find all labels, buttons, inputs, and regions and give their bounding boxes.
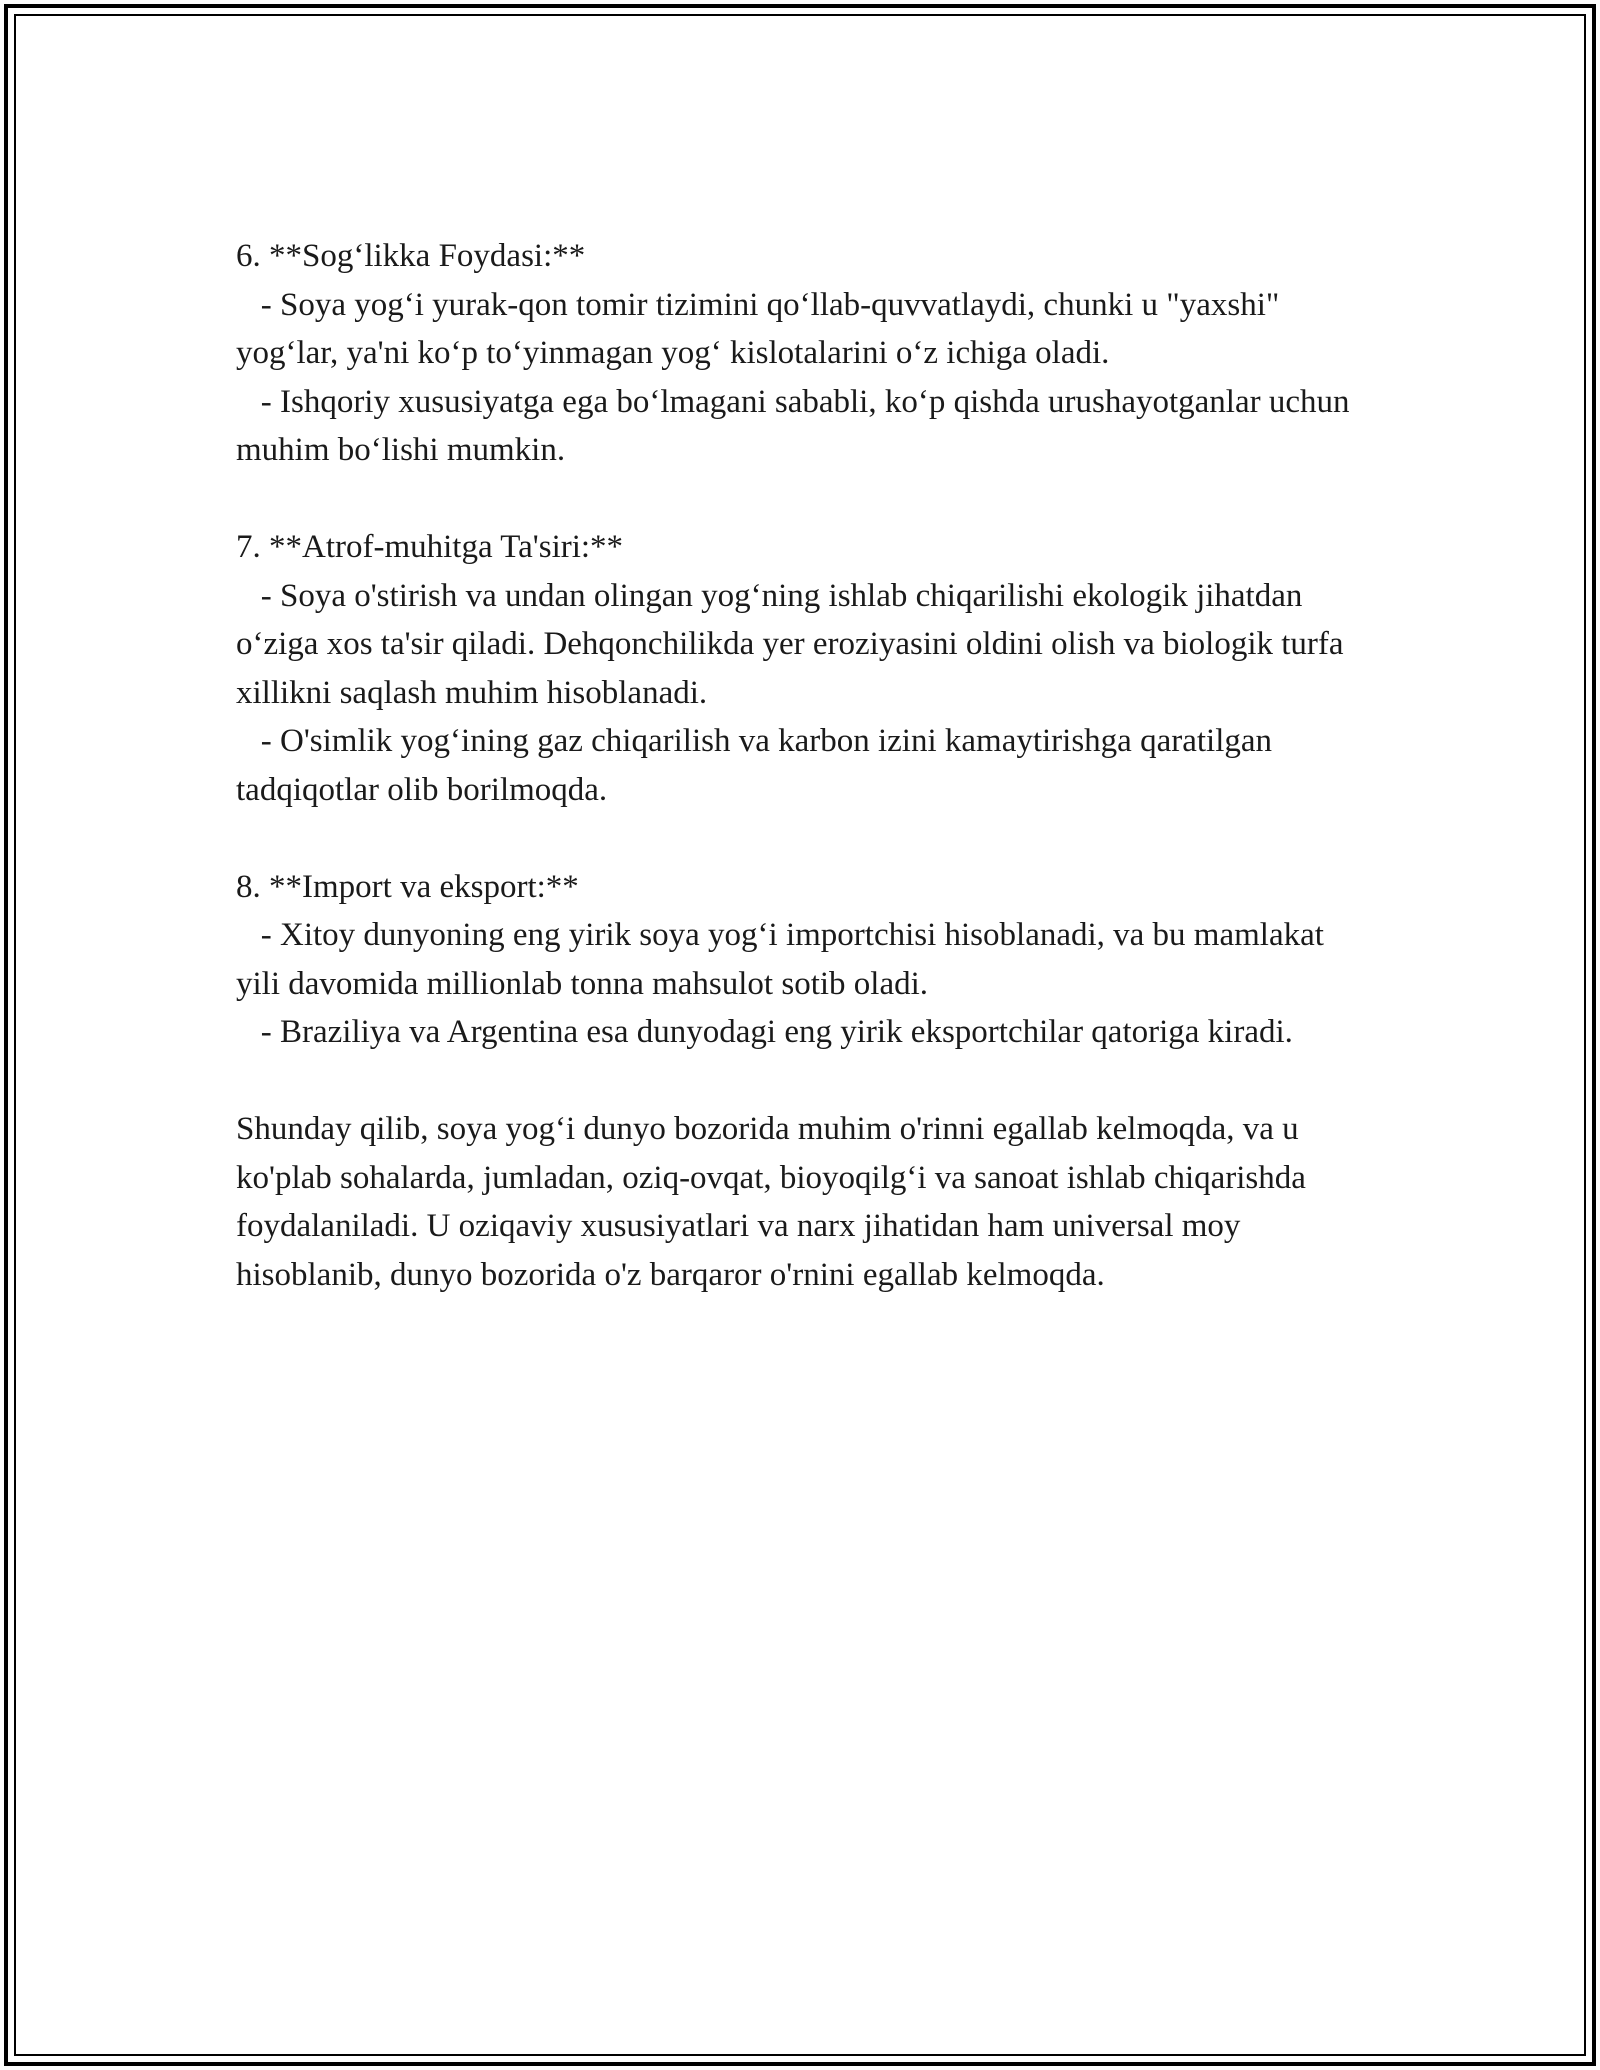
- document-body: [236, 232, 1366, 1348]
- section-bullet: - Xitoy dunyoning eng yirik soya yog‘i importchisi hisoblanadi, va bu mamlakat yili davomida millionlab tonna mahsulot sotib oladi.: [236, 917, 1333, 1002]
- section-health-benefits: [236, 232, 1366, 475]
- section-heading: 6. **Sog‘likka Foydasi:**: [236, 238, 586, 274]
- conclusion-paragraph: [236, 1105, 1366, 1299]
- section-bullet: - Soya yog‘i yurak-qon tomir tizimini qo‘llab-quvvatlaydi, chunki u "yaxshi" yog‘lar, ya'ni ko‘p to‘yinmagan yog‘ kislotalarini o‘z ichiga oladi.: [236, 286, 1288, 371]
- section-import-export: [236, 863, 1366, 1057]
- section-environmental-impact: [236, 523, 1366, 814]
- conclusion-text: Shunday qilib, soya yog‘i dunyo bozorida muhim o'rinni egallab kelmoqda, va u ko'plab sohalarda, jumladan, oziq-ovqat, bioyoqilg‘i va sanoat ishlab chiqarishda foydalaniladi. U oziqaviy xususiyatlari va narx jihatidan ham universal moy hisoblanib, dunyo bozorida o'z barqaror o'rnini egallab kelmoqda.: [236, 1111, 1315, 1293]
- section-heading: 7. **Atrof-muhitga Ta'siri:**: [236, 529, 624, 565]
- section-bullet: - Soya o'stirish va undan olingan yog‘ning ishlab chiqarilishi ekologik jihatdan o‘ziga xos ta'sir qiladi. Dehqonchilikda yer eroziyasini oldini olish va biologik turfa xillikni saqlash muhim hisoblanadi.: [236, 577, 1352, 711]
- section-heading: 8. **Import va eksport:**: [236, 868, 579, 905]
- section-bullet: - Braziliya va Argentina esa dunyodagi eng yirik eksportchilar qatoriga kiradi.: [236, 1014, 1293, 1050]
- section-bullet: - Ishqoriy xususiyatga ega bo‘lmagani sababli, ko‘p qishda urushayotganlar uchun muhim bo‘lishi mumkin.: [236, 383, 1358, 468]
- section-bullet: - O'simlik yog‘ining gaz chiqarilish va karbon izini kamaytirishga qaratilgan tadqiqotlar olib borilmoqda.: [236, 723, 1281, 808]
